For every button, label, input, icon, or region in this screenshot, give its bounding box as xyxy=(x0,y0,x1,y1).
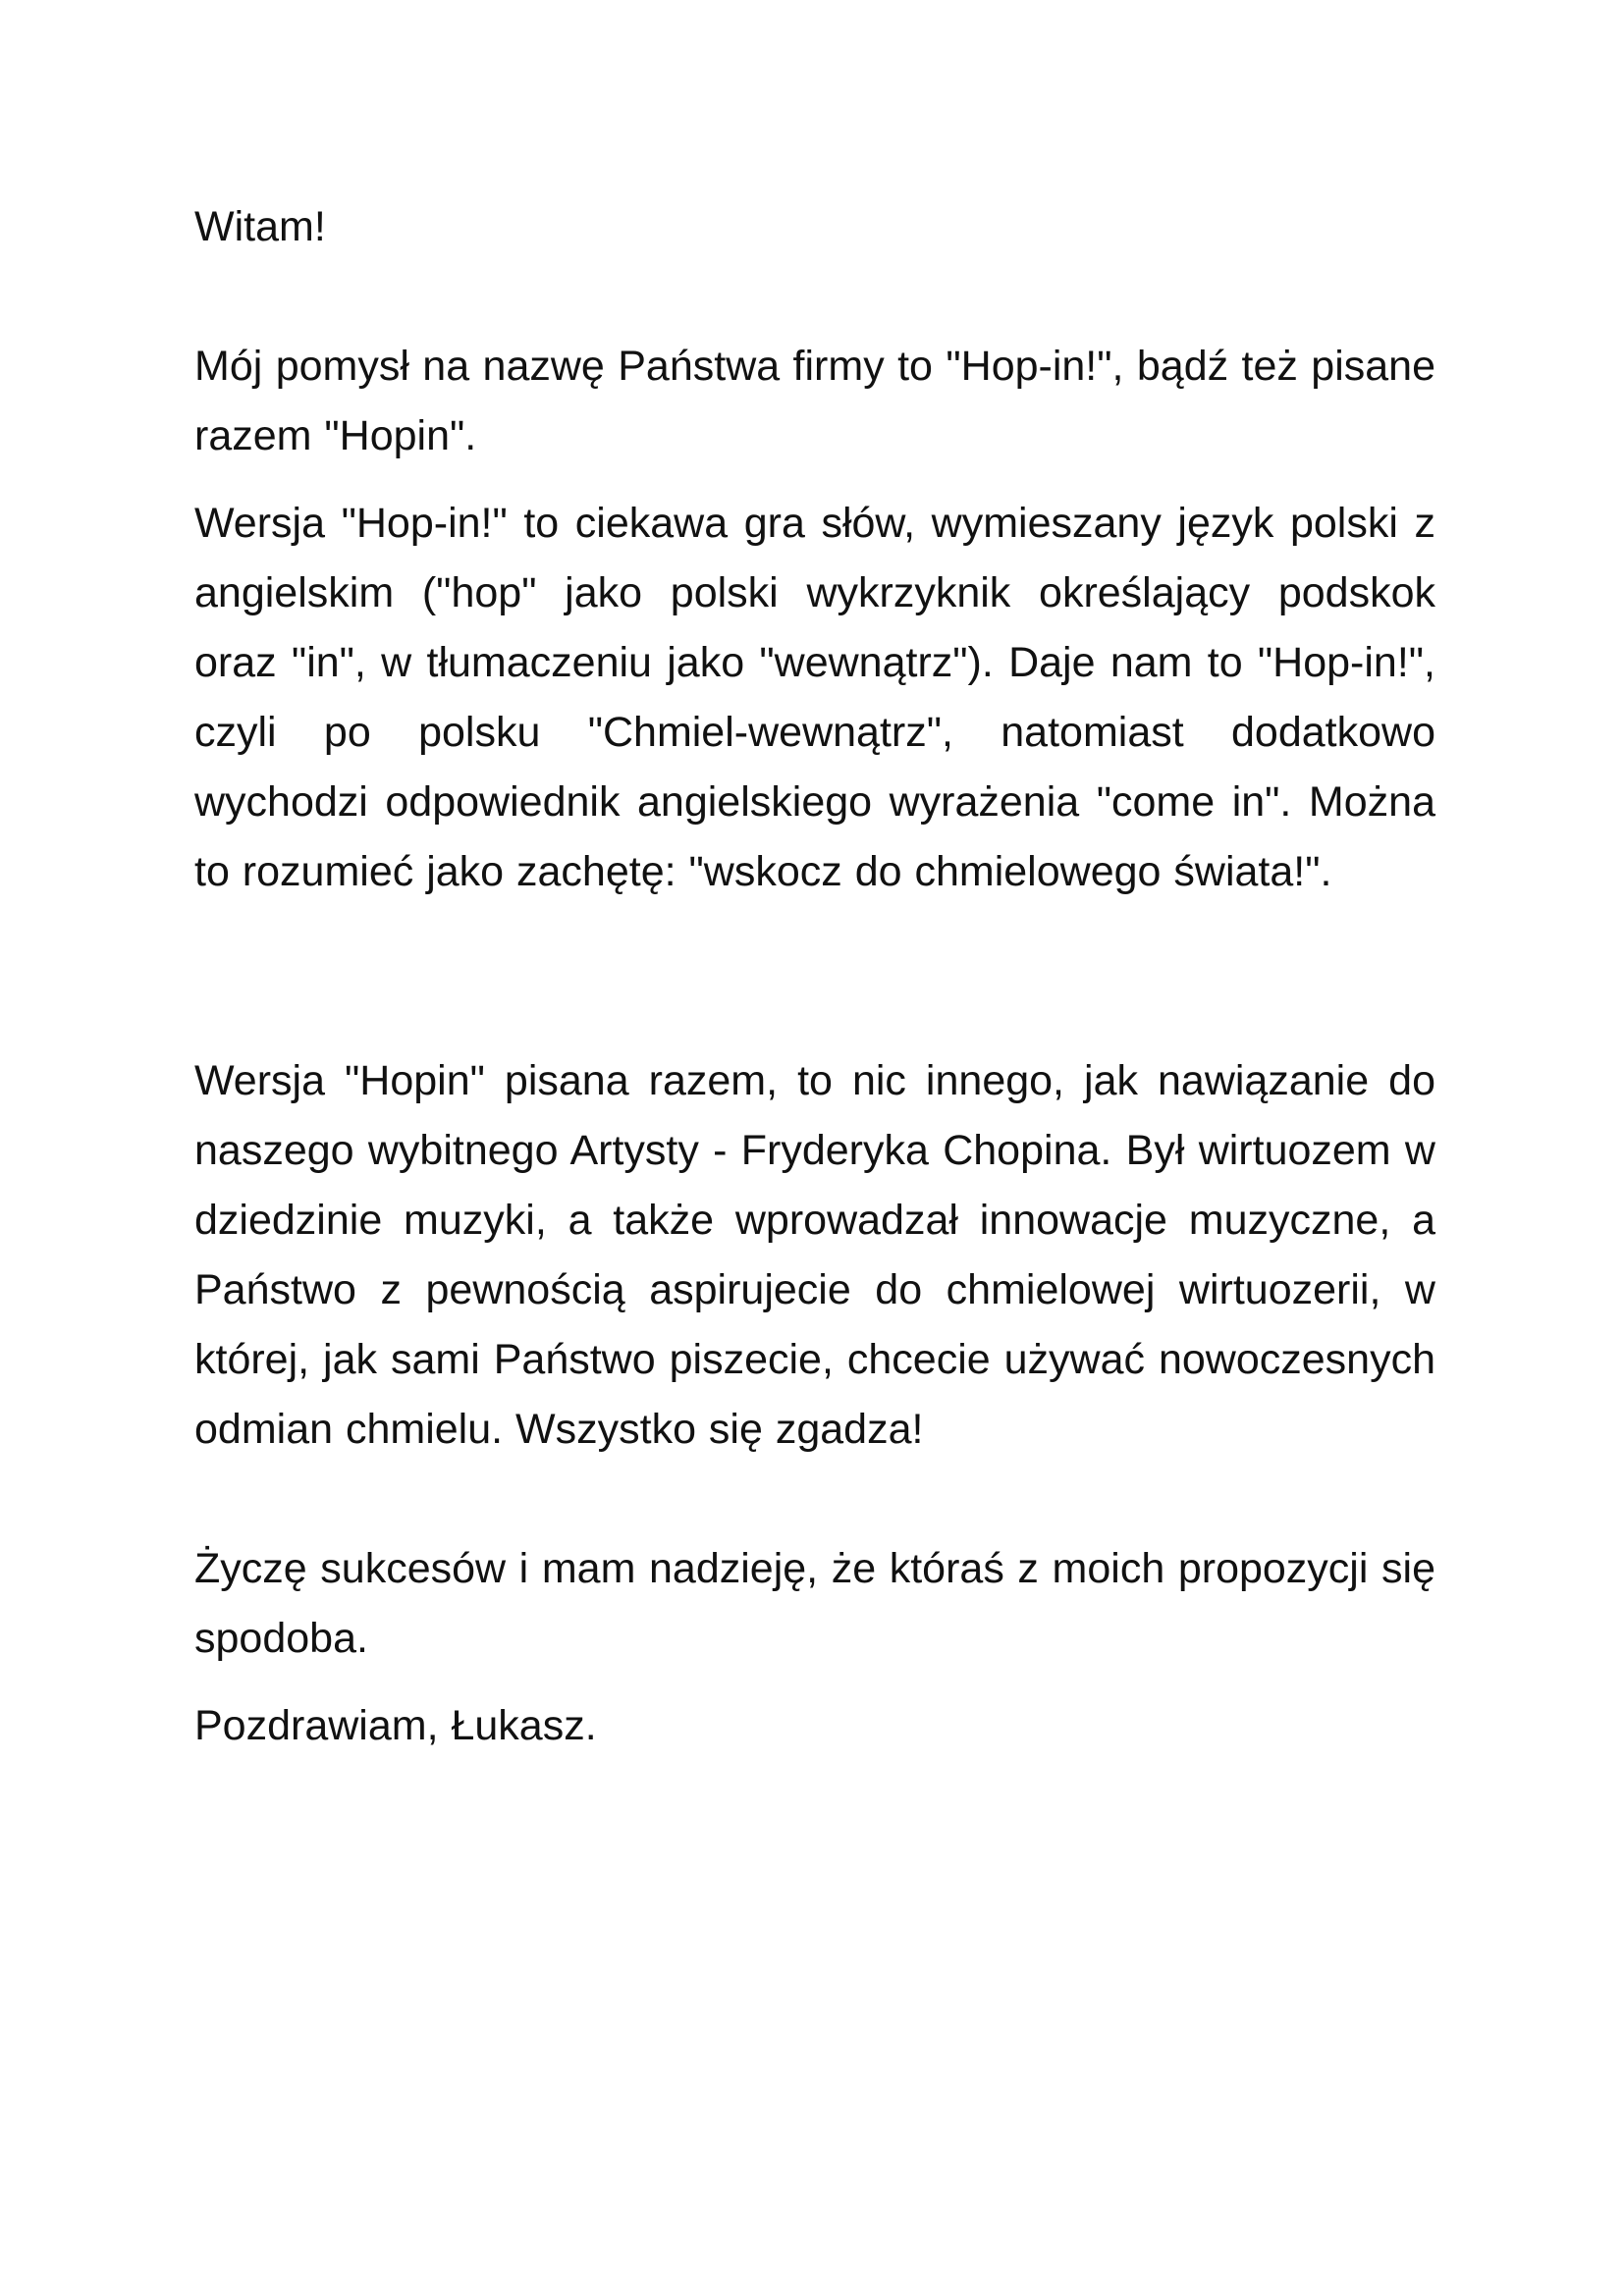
paragraph-intro: Mój pomysł na nazwę Państwa firmy to "Hop-in!", bądź też pisane razem "Hopin". xyxy=(194,343,1435,459)
letter-body xyxy=(194,192,1435,1761)
paragraph-hop-in: Wersja "Hop-in!" to ciekawa gra słów, wymieszany język polski z angielskim ("hop" jako polski wykrzyknik określający podskok oraz "in", w tłumaczeniu jako "wewnątrz"). Daje nam to "Hop-in!", czyli po polsku "Chmiel-wewnątrz", natomiast dodatkowo wychodzi odpowiednik angielskiego wyrażenia "come in". Można to rozumieć jako zachętę: "wskocz do chmielowego świata!". xyxy=(194,500,1435,895)
paragraph-hopin-chopin: Wersja "Hopin" pisana razem, to nic innego, jak nawiązanie do naszego wybitnego Artysty - Fryderyka Chopina. Był wirtuozem w dziedzinie muzyki, a także wprowadzał innowacje muzyczne, a Państwo z pewnością aspirujecie do chmielowej wirtuozerii, w której, jak sami Państwo piszecie, chcecie używać nowoczesnych odmian chmielu. Wszystko się zgadza! xyxy=(194,1057,1435,1453)
paragraph-wishes: Życzę sukcesów i mam nadzieję, że któraś z moich propozycji się spodoba. xyxy=(194,1545,1435,1662)
closing-signature: Pozdrawiam, Łukasz. xyxy=(194,1702,597,1749)
greeting: Witam! xyxy=(194,203,326,250)
